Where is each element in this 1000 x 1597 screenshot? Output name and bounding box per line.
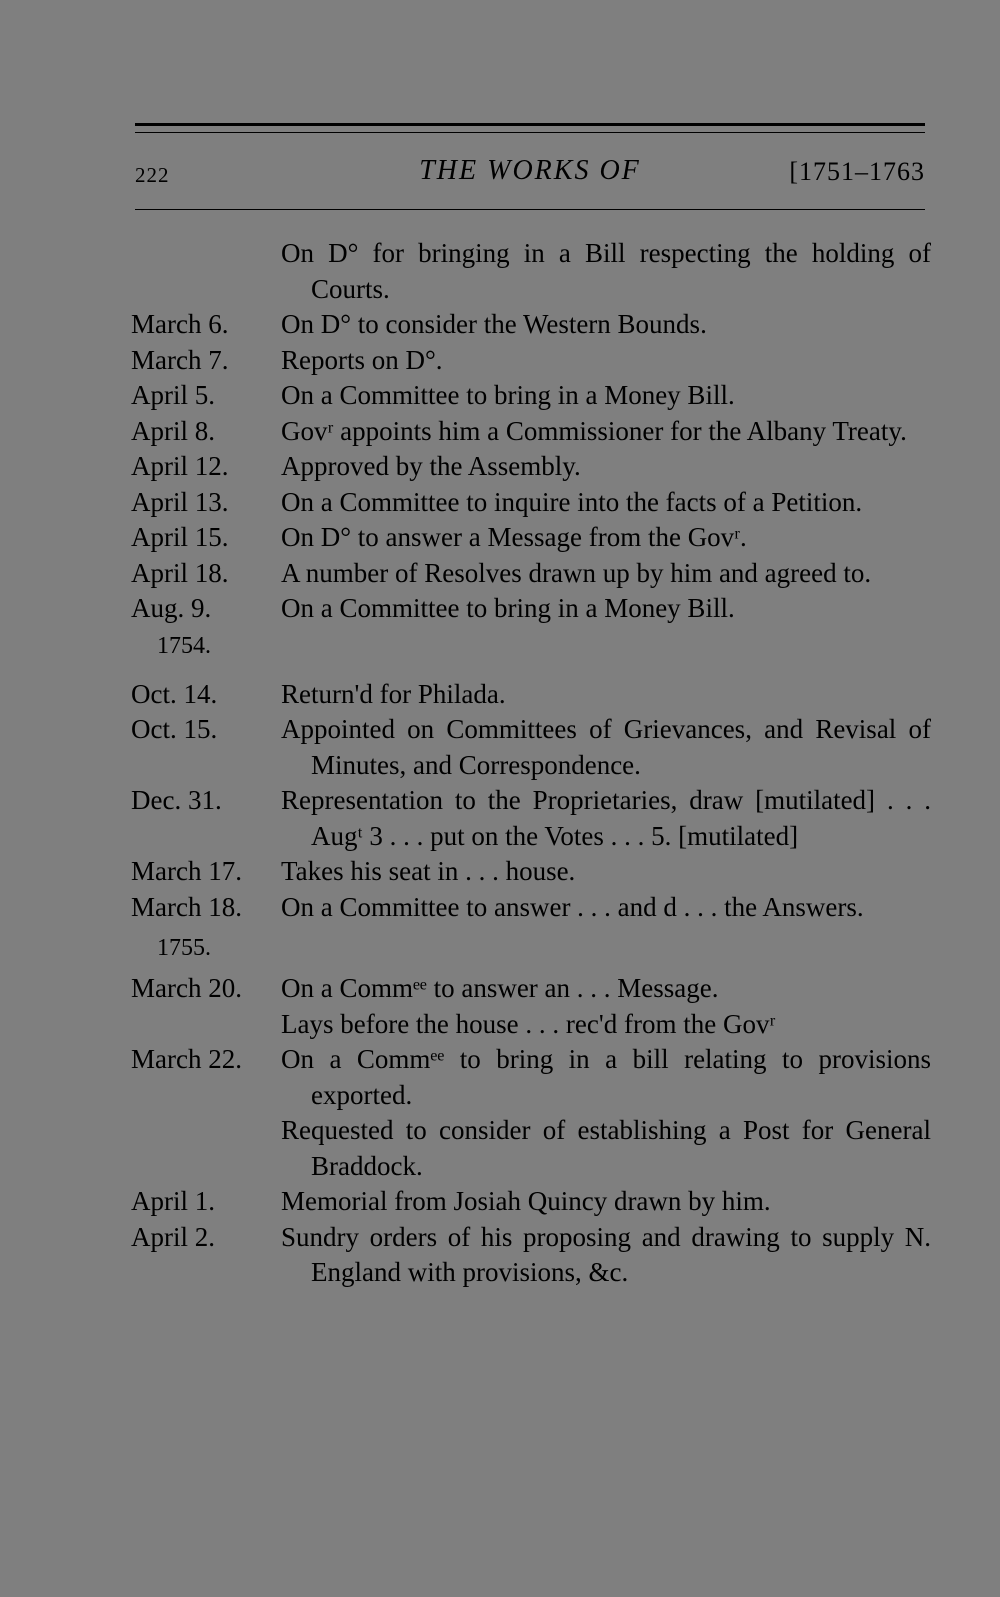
- entry-text: Requested to consider of establishing a Post for General Braddock.: [281, 1115, 931, 1181]
- entry-text: Representation to the Proprietaries, draw [mutilated] . . . Augᵗ 3 . . . put on the Votes . . . 5. [mutilated]: [281, 785, 931, 851]
- entry-date: March 20.: [131, 973, 242, 1003]
- entry-date: April 12.: [131, 451, 229, 481]
- list-item: [131, 236, 931, 307]
- running-header: [135, 155, 925, 199]
- list-item: [131, 591, 931, 627]
- entry-date: March 18.: [131, 891, 242, 922]
- entry-date: April 13.: [131, 486, 229, 517]
- entry-date: April 1.: [131, 1186, 215, 1216]
- entry-text: On a Committee to bring in a Money Bill.: [281, 593, 735, 623]
- header-rule: [135, 209, 925, 210]
- entry-text: Takes his seat in . . . house.: [281, 856, 576, 886]
- list-item: [131, 1220, 931, 1291]
- list-item: [131, 343, 931, 379]
- entry-text: Approved by the Assembly.: [281, 451, 581, 481]
- entry-text: On a Committee to answer . . . and d . . . the Answers.: [281, 891, 864, 922]
- list-item: [131, 677, 931, 713]
- entry-text: Return'd for Philada.: [281, 678, 506, 709]
- entry-date: Dec. 31.: [131, 785, 222, 815]
- entry-date: March 6.: [131, 309, 229, 339]
- entry-text: Appointed on Committees of Grievances, and Revisal of Minutes, and Correspondence.: [281, 714, 931, 780]
- entry-date: March 7.: [131, 344, 229, 375]
- entry-date: Oct. 14.: [131, 678, 218, 709]
- year-range: [1751–1763: [789, 157, 925, 186]
- list-item: [131, 1007, 931, 1043]
- entry-text: A number of Resolves drawn up by him and agreed to.: [281, 557, 872, 588]
- entry-date: April 8.: [131, 415, 215, 446]
- list-item: [131, 556, 931, 592]
- list-item: [131, 1184, 931, 1220]
- entry-date: April 15.: [131, 522, 229, 552]
- list-item: [131, 307, 931, 343]
- list-item: [131, 890, 931, 926]
- list-item: [131, 520, 931, 556]
- entry-text: On D° for bringing in a Bill respecting the holding of Courts.: [281, 238, 931, 304]
- list-item: [131, 414, 931, 450]
- entry-date: April 5.: [131, 380, 215, 410]
- entry-text: Govʳ appoints him a Commissioner for the Albany Treaty.: [281, 415, 907, 446]
- entry-text: On D° to consider the Western Bounds.: [281, 309, 707, 339]
- year-heading-1755: 1755.: [157, 935, 211, 961]
- entry-date: April 18.: [131, 557, 229, 588]
- entry-date: April 2.: [131, 1221, 215, 1252]
- entry-date: March 17.: [131, 856, 242, 886]
- entry-date: March 22.: [131, 1044, 242, 1074]
- list-item: [131, 449, 931, 485]
- list-item: [131, 854, 931, 890]
- running-title: THE WORKS OF: [419, 155, 641, 186]
- entry-date: Aug. 9.: [131, 593, 212, 623]
- list-item: [131, 971, 931, 1007]
- entry-text: Sundry orders of his proposing and drawing to supply N. England with provisions, &c.: [281, 1221, 931, 1287]
- top-rule-thin: [135, 132, 925, 133]
- entry-text: On a Commᵉᵉ to answer an . . . Message.: [281, 973, 719, 1003]
- page-number: 222: [135, 163, 170, 187]
- list-item: [131, 378, 931, 414]
- entry-text: Reports on D°.: [281, 344, 443, 375]
- entry-text: Lays before the house . . . rec'd from the Govʳ: [281, 1008, 776, 1039]
- entry-date: Oct. 15.: [131, 714, 218, 744]
- entry-text: Memorial from Josiah Quincy drawn by him.: [281, 1186, 771, 1216]
- top-rule-thick: [135, 123, 925, 126]
- list-item: [131, 485, 931, 521]
- chronology-list: [131, 236, 931, 1291]
- entry-text: On a Committee to bring in a Money Bill.: [281, 380, 735, 410]
- list-item: [131, 1042, 931, 1113]
- list-item: [131, 783, 931, 854]
- list-item: [131, 712, 931, 783]
- entry-text: On D° to answer a Message from the Govʳ.: [281, 522, 747, 552]
- entry-text: On a Commᵉᵉ to bring in a bill relating to provisions exported.: [281, 1044, 931, 1110]
- entry-text: On a Committee to inquire into the facts of a Petition.: [281, 486, 863, 517]
- list-item: [131, 1113, 931, 1184]
- year-heading-1754: 1754.: [157, 632, 211, 659]
